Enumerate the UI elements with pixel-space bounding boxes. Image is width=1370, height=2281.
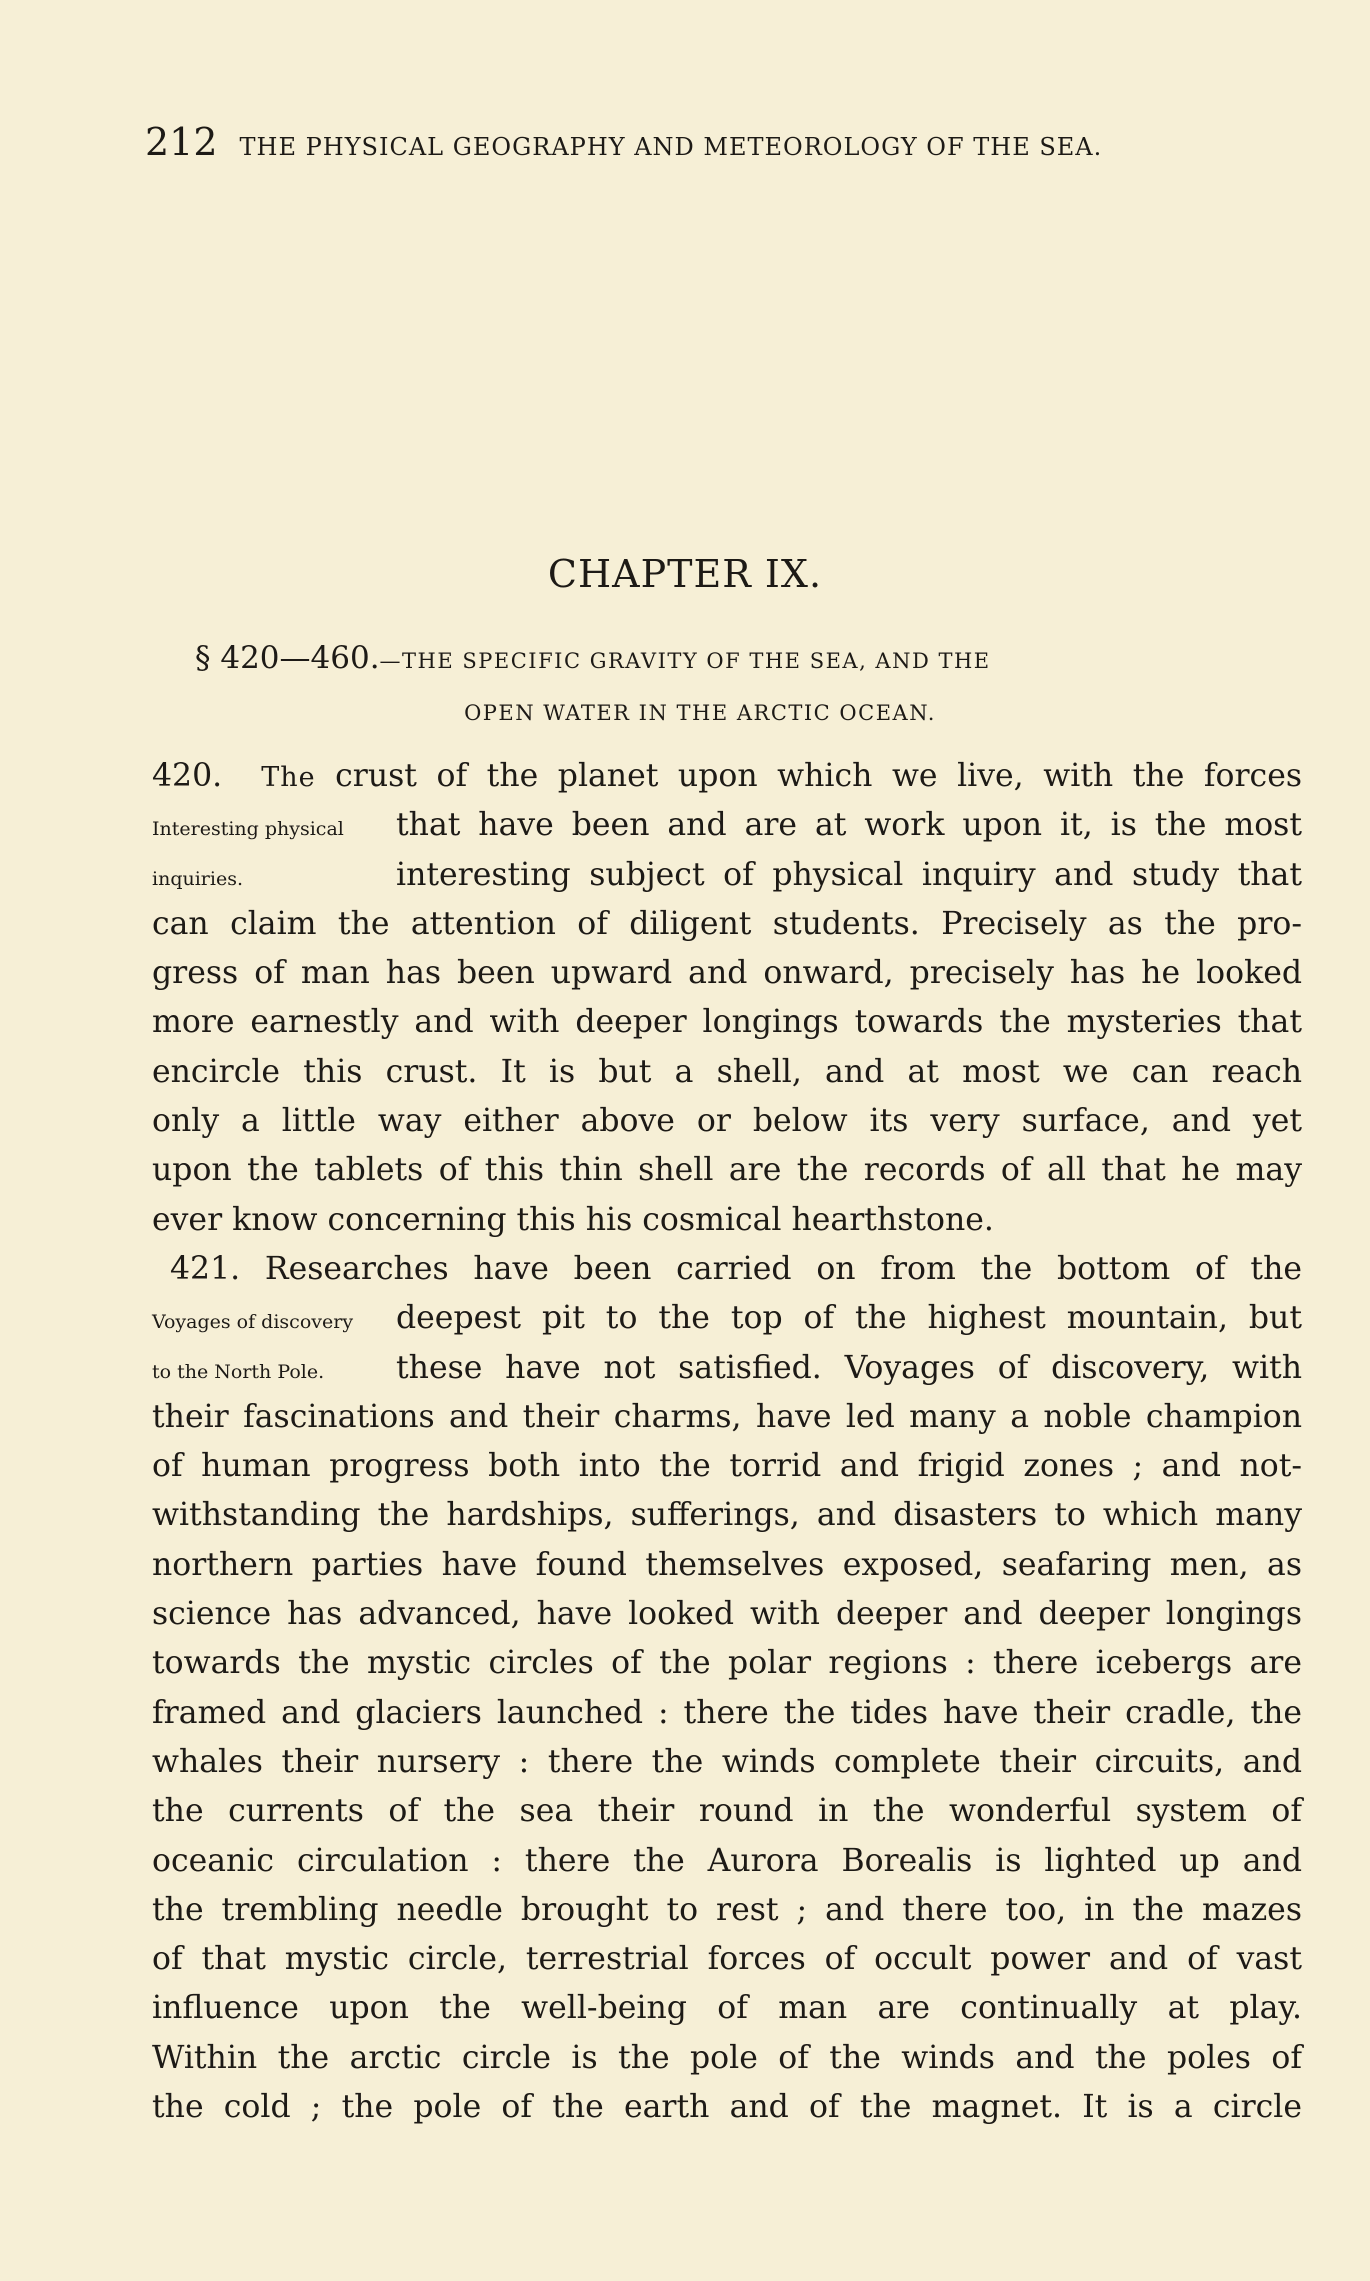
text-line: towards the mystic circles of the polar regions : there icebergs are <box>152 1645 1302 1682</box>
sidenote-line: to the North Pole. <box>152 1360 325 1383</box>
text-line: framed and glaciers launched : there the tides have their cradle, the <box>152 1694 1302 1731</box>
text-line: science has advanced, have looked with deeper and deeper longings <box>152 1596 1302 1633</box>
text-line: northern parties have found themselves exposed, seafaring men, as <box>152 1546 1302 1583</box>
text-line: their fascinations and their charms, have led many a noble champion <box>152 1398 1302 1435</box>
section-title-line2: OPEN WATER IN THE ARCTIC OCEAN. <box>464 701 936 725</box>
section-title-line1: —THE SPECIFIC GRAVITY OF THE SEA, AND THE <box>379 649 991 673</box>
text-line <box>152 752 1302 801</box>
sidenote-line: inquiries. <box>152 867 243 890</box>
text-line: ever know concerning this his cosmical hearthstone. <box>152 1201 994 1238</box>
paragraph-number: 420. <box>152 758 223 794</box>
text-line <box>152 1344 1302 1393</box>
text-line: can claim the attention of diligent students. Precisely as the pro- <box>152 905 1302 942</box>
text-line: gress of man has been upward and onward, precisely has he looked <box>152 955 1302 992</box>
text-line-content: deepest pit to the top of the highest mountain, but <box>396 1300 1302 1337</box>
running-head <box>145 120 1245 164</box>
text-line-content: interesting subject of physical inquiry and study that <box>396 856 1302 893</box>
section-heading <box>195 632 1245 739</box>
text-line: whales their nursery : there the winds complete their circuits, and <box>152 1743 1302 1780</box>
text-line: the currents of the sea their round in the wonderful system of <box>152 1793 1302 1830</box>
text-line-content: that have been and are at work upon it, is the most <box>396 807 1302 844</box>
body-text <box>152 752 1302 2132</box>
text-line <box>152 1294 1302 1343</box>
text-line: the trembling needle brought to rest ; and there too, in the mazes <box>152 1891 1302 1928</box>
text-line: encircle this crust. It is but a shell, and at most we can reach <box>152 1053 1302 1090</box>
sidenote-line: Voyages of discovery <box>152 1311 354 1334</box>
text-line: Within the arctic circle is the pole of the winds and the poles of <box>152 2039 1302 2076</box>
text-line: 421. Researches have been carried on from the bottom of the <box>170 1250 1302 1287</box>
text-line: only a little way either above or below its very surface, and yet <box>152 1103 1302 1140</box>
section-range: § 420—460. <box>195 640 380 676</box>
text-line: upon the tablets of this thin shell are the records of all that he may <box>152 1152 1302 1189</box>
text-line-rest: crust of the planet upon which we live, with the forces <box>335 758 1303 794</box>
page-number: 212 <box>145 120 218 164</box>
text-line <box>152 801 1302 850</box>
text-line <box>152 851 1302 900</box>
text-line: oceanic circulation : there the Aurora Borealis is lighted up and <box>152 1842 1302 1879</box>
sidenote-line: Interesting physical <box>152 818 344 841</box>
text-line: more earnestly and with deeper longings towards the mysteries that <box>152 1004 1302 1041</box>
chapter-title: CHAPTER IX. <box>547 552 823 596</box>
paragraph-lead-word: The <box>261 762 316 793</box>
text-line-content: these have not satisfied. Voyages of discovery, with <box>396 1349 1302 1386</box>
text-line: of human progress both into the torrid and frigid zones ; and not- <box>152 1448 1302 1485</box>
text-line: influence upon the well-being of man are continually at play. <box>152 1990 1302 2027</box>
text-line: the cold ; the pole of the earth and of the magnet. It is a circle <box>152 2089 1302 2126</box>
running-title: THE PHYSICAL GEOGRAPHY AND METEOROLOGY OF THE SEA. <box>239 133 1103 161</box>
text-line: withstanding the hardships, sufferings, and disasters to which many <box>152 1497 1302 1534</box>
text-line: of that mystic circle, terrestrial forces of occult power and of vast <box>152 1941 1302 1978</box>
